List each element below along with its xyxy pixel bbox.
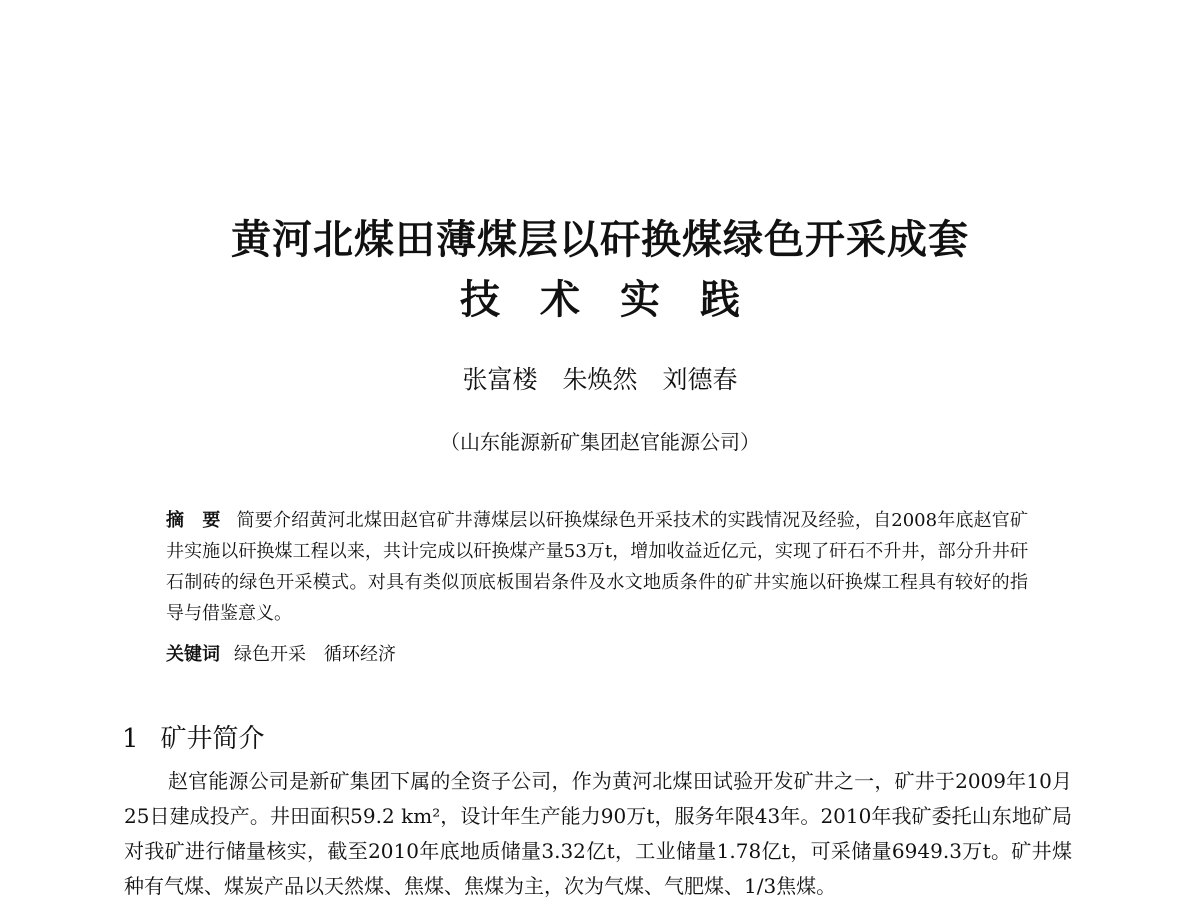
- paper-title-line-2: 技术实践: [460, 276, 780, 323]
- author-list: 张富楼 朱焕然 刘德春: [462, 365, 738, 394]
- section-number: 1: [122, 724, 139, 754]
- paper-title-line-1: 黄河北煤田薄煤层以矸换煤绿色开采成套: [231, 216, 969, 263]
- keywords-text: 绿色开采 循环经济: [234, 644, 396, 665]
- abstract-label: 摘 要: [166, 510, 221, 531]
- author-affiliation: （山东能源新矿集团赵官能源公司）: [440, 430, 760, 454]
- keywords: [166, 639, 1028, 670]
- section-heading: [122, 722, 265, 756]
- section-body-paragraph: 赵官能源公司是新矿集团下属的全资子公司，作为黄河北煤田试验开发矿井之一，矿井于2009年10月25日建成投产。井田面积59.2 km²，设计年生产能力90万t，服务年限43年。2010年我矿委托山东地矿局对我矿进行储量核实，截至2010年底地质储量3.32亿t，工业储量1.78亿t，可采储量6949.3万t。矿井煤种有气煤、煤炭产品以天然煤、焦煤、焦煤为主，次为气煤、气肥煤、1/3焦煤。: [124, 769, 1072, 898]
- keywords-label: 关键词: [166, 644, 220, 665]
- abstract: [166, 505, 1028, 629]
- section-title: 矿井简介: [160, 724, 265, 754]
- abstract-text: 简要介绍黄河北煤田赵官矿井薄煤层以矸换煤绿色开采技术的实践情况及经验，自2008年底赵官矿井实施以矸换煤工程以来，共计完成以矸换煤产量53万t，增加收益近亿元，实现了矸石不升井，部分升井矸石制砖的绿色开采模式。对具有类似顶底板围岩条件及水文地质条件的矿井实施以矸换煤工程具有较好的指导与借鉴意义。: [166, 510, 1028, 624]
